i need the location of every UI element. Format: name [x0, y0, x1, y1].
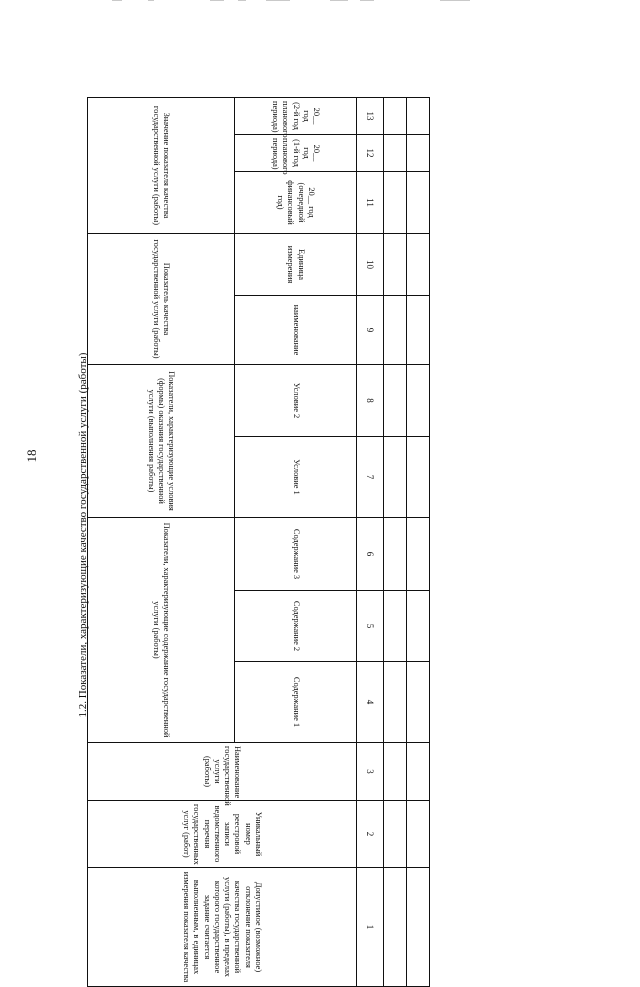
data-cell: [407, 172, 430, 234]
scan-mark: [210, 0, 224, 1]
condition-2-header: Условие 2: [235, 365, 357, 437]
data-cell: [384, 743, 407, 801]
column-number: 11: [357, 172, 384, 234]
scan-mark: [440, 0, 470, 1]
data-cell: [407, 365, 430, 437]
data-cell: [407, 591, 430, 662]
scan-mark: [360, 0, 374, 1]
column-number: 7: [357, 437, 384, 518]
data-cell: [407, 868, 430, 987]
scan-mark: [112, 0, 122, 1]
column-number: 6: [357, 518, 384, 591]
registry-number-header: Уникальный номер реестровой записи ведомственного перечня государственных услуг (работ): [88, 801, 357, 868]
values-group-header: Значение показателя качества государственной услуги (работы): [88, 98, 235, 234]
data-cell: [407, 437, 430, 518]
data-cell: [407, 662, 430, 743]
data-cell: [407, 801, 430, 868]
column-number: 3: [357, 743, 384, 801]
column-number: 13: [357, 98, 384, 135]
deviation-header: Допустимое (возможное) отклонение показателя качества государственной услуги (работы), в пределах которого государственное задание считается выполненным, в единицах измерения показателя качества: [88, 868, 357, 987]
scan-mark: [330, 0, 348, 1]
column-number: 12: [357, 135, 384, 172]
column-number: 9: [357, 296, 384, 365]
quality-indicators-table: [108, 97, 430, 983]
data-cell: [384, 98, 407, 135]
data-cell: [384, 801, 407, 868]
scan-mark: [266, 0, 290, 1]
content-2-header: Содержание 2: [235, 591, 357, 662]
data-cell: [384, 135, 407, 172]
section-caption: 1.2. Показатели, характеризующие качество государственной услуги (работы): [77, 352, 89, 718]
scan-mark: [238, 0, 246, 1]
service-name-header: Наименование государственной услуги (работы): [88, 743, 357, 801]
data-cell: [384, 591, 407, 662]
data-cell: [407, 98, 430, 135]
year-period: (1-й год планового периода): [271, 138, 301, 175]
year-period: (очередной финансовый год): [276, 180, 306, 225]
data-cell: [407, 296, 430, 365]
data-cell: [407, 234, 430, 296]
data-cell: [407, 743, 430, 801]
conditions-group-header: Показатели, характеризующие условия (формы) оказания государственной услуги (выполнения работы): [88, 365, 235, 518]
data-cell: [384, 365, 407, 437]
column-number: 1: [357, 868, 384, 987]
year-period: (2-й год планового периода): [271, 101, 301, 138]
column-number: 2: [357, 801, 384, 868]
column-number: 8: [357, 365, 384, 437]
data-cell: [384, 172, 407, 234]
quality-group-header: Показатель качества государственной услуги (работы): [88, 234, 235, 365]
column-number: 4: [357, 662, 384, 743]
page-number: 18: [24, 449, 39, 463]
data-cell: [384, 234, 407, 296]
scan-mark: [148, 0, 154, 1]
data-cell: [407, 518, 430, 591]
condition-1-header: Условие 1: [235, 437, 357, 518]
column-number: 5: [357, 591, 384, 662]
column-number: 10: [357, 234, 384, 296]
data-cell: [384, 296, 407, 365]
data-cell: [384, 662, 407, 743]
content-1-header: Содержание 1: [235, 662, 357, 743]
quality-name-header: наименование: [235, 296, 357, 365]
year-label: 20__ год: [307, 187, 316, 218]
data-cell: [384, 868, 407, 987]
data-cell: [407, 135, 430, 172]
quality-unit-header: Единица измерения: [235, 234, 357, 296]
values-year-0-header: [235, 172, 357, 234]
content-group-header: Показатели, характеризующие содержание государственной услуги (работы): [88, 518, 235, 743]
data-cell: [384, 437, 407, 518]
year-label: 20__ год: [301, 144, 322, 162]
year-label: 20__ год: [301, 107, 322, 125]
values-year-2-header: [235, 98, 357, 138]
data-cell: [384, 518, 407, 591]
content-3-header: Содержание 3: [235, 518, 357, 591]
values-year-1-header: [235, 135, 357, 175]
